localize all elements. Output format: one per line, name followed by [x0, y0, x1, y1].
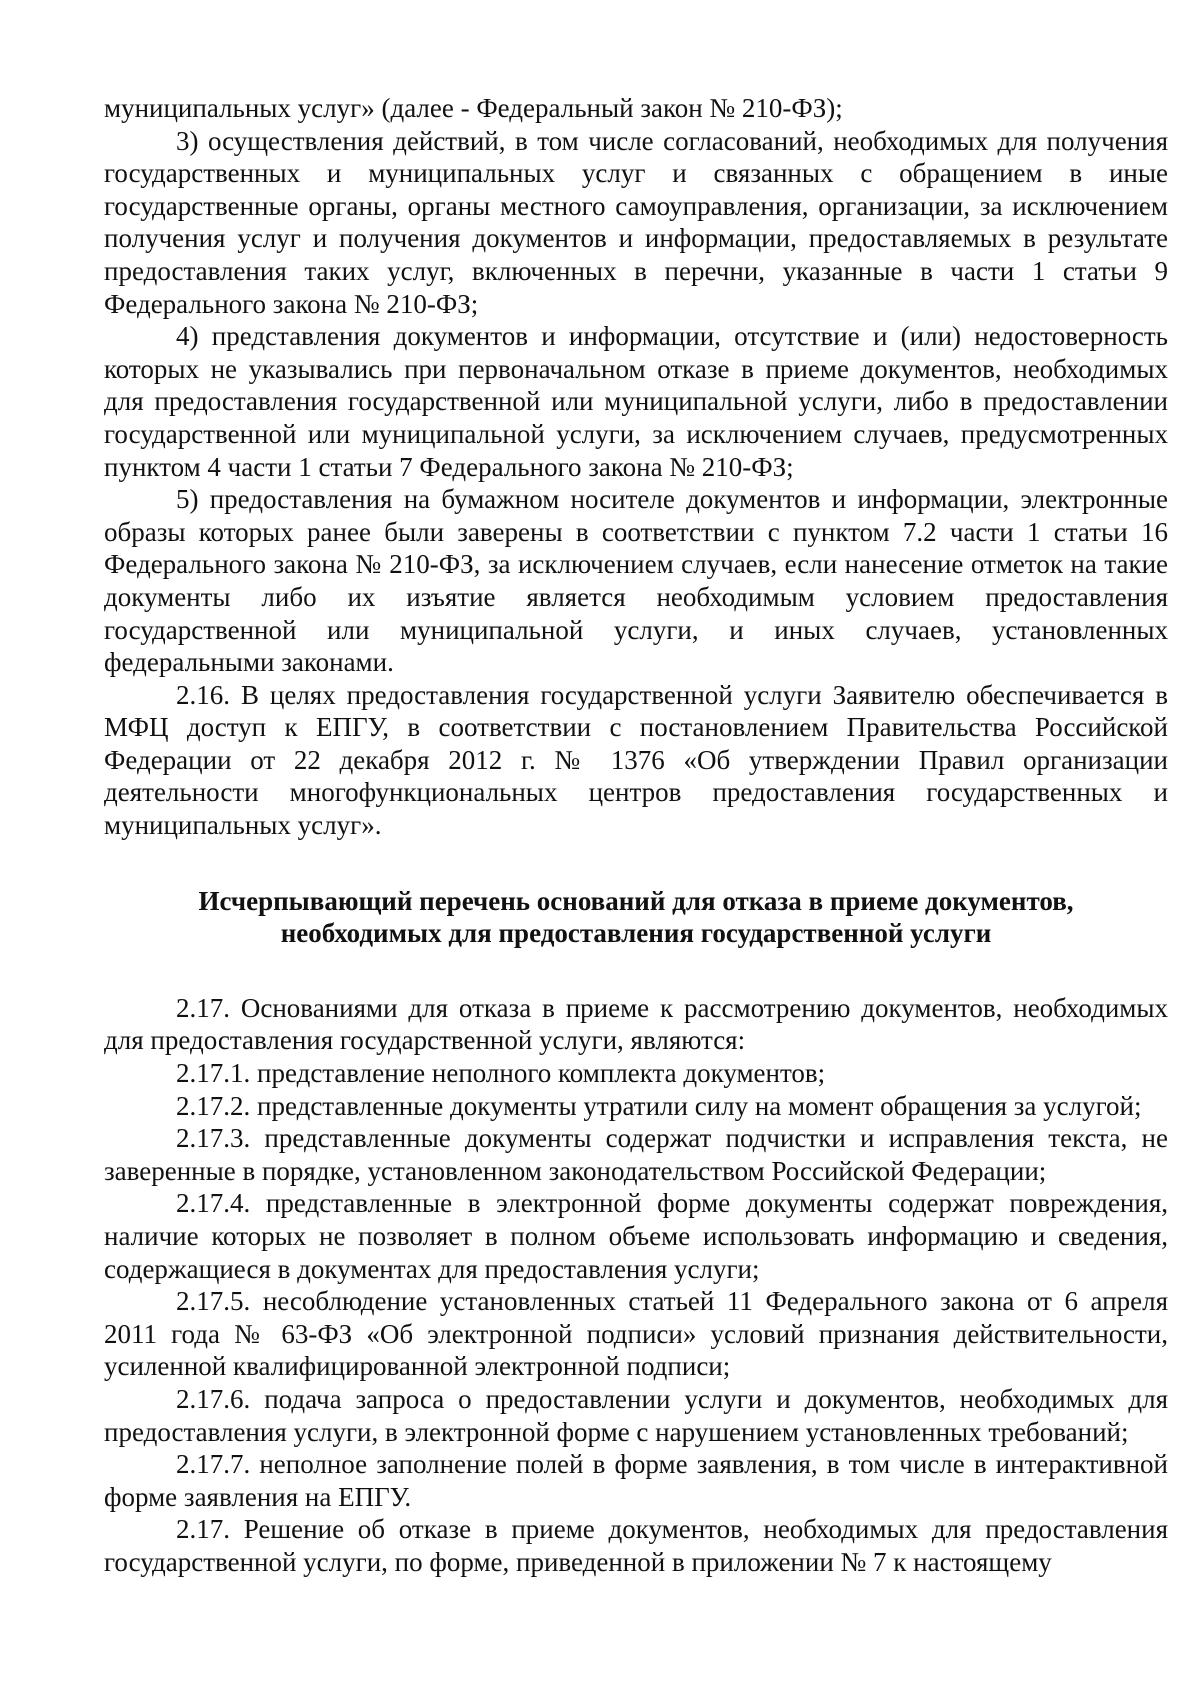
paragraph-2-17-1: 2.17.1. представление неполного комплекта документов;	[176, 1058, 826, 1089]
paragraph-2-17: 2.17. Основаниями для отказа в приеме к рассмотрению документов, необходимых для предоставления государственной услуги, являются:	[104, 992, 1168, 1056]
section-heading-line-2: необходимых для предоставления государственной услуги	[280, 918, 992, 949]
paragraph-2-17-5: 2.17.5. несоблюдение установленных статьей 11 Федерального закона от 6 апреля 2011 года № 63-ФЗ «Об электронной подписи» условий признания действительности, усиленной квалифицированной электронной подписи;	[104, 1286, 1168, 1382]
section-heading	[104, 885, 1168, 950]
paragraph-item-5: 5) предоставления на бумажном носителе документов и информации, электронные образы которых ранее были заверены в соответствии с пунктом 7.2 части 1 статьи 16 Федерального закона № 210-ФЗ, за исключением случаев, если нанесение отметок на такие документы либо их изъятие является необходимым условием предоставления государственной или муниципальной услуги, и иных случаев, установленных федеральными законами.	[104, 484, 1168, 678]
paragraph-item-3: 3) осуществления действий, в том числе согласований, необходимых для получения государственных и муниципальных услуг и связанных с обращением в иные государственные органы, органы местного самоуправления, организации, за исключением получения услуг и получения документов и информации, предоставляемых в результате предоставления таких услуг, включенных в перечни, указанные в части 1 статьи 9 Федерального закона № 210-ФЗ;	[104, 125, 1168, 319]
paragraph-2-17-2: 2.17.2. представленные документы утратили силу на момент обращения за услугой;	[176, 1090, 1142, 1121]
document-body	[104, 92, 1168, 1579]
paragraph-2-17-decision: 2.17. Решение об отказе в приеме документов, необходимых для предоставления государственной услуги, по форме, приведенной в приложении № 7 к настоящему	[104, 1514, 1168, 1577]
paragraph-2-17-4: 2.17.4. представленные в электронной форме документы содержат повреждения, наличие которых не позволяет в полном объеме использовать информацию и сведения, содержащиеся в документах для предоставления услуги;	[104, 1188, 1168, 1284]
paragraph-2-17-3: 2.17.3. представленные документы содержат подчистки и исправления текста, не заверенные в порядке, установленном законодательством Российской Федерации;	[104, 1123, 1168, 1186]
paragraph-2-17-7: 2.17.7. неполное заполнение полей в форме заявления, в том числе в интерактивной форме заявления на ЕПГУ.	[104, 1449, 1168, 1512]
section-heading-line-1: Исчерпывающий перечень оснований для отказа в приеме документов,	[198, 885, 1074, 916]
paragraph-2-16: 2.16. В целях предоставления государственной услуги Заявителю обеспечивается в МФЦ доступ к ЕПГУ, в соответствии с постановлением Правительства Российской Федерации от 22 декабря 2012 г. № 1376 «Об утверждении Правил организации деятельности многофункциональных центров предоставления государственных и муниципальных услуг».	[104, 679, 1168, 841]
paragraph-continuation: муниципальных услуг» (далее - Федеральный закон № 210-ФЗ);	[104, 93, 843, 123]
paragraph-2-17-6: 2.17.6. подача запроса о предоставлении услуги и документов, необходимых для предоставления услуги, в электронной форме с нарушением установленных требований;	[104, 1383, 1168, 1447]
paragraph-item-4: 4) представления документов и информации, отсутствие и (или) недостоверность которых не указывались при первоначальном отказе в приеме документов, необходимых для предоставления государственной или муниципальной услуги, либо в предоставлении государственной или муниципальной услуги, за исключением случаев, предусмотренных пунктом 4 части 1 статьи 7 Федерального закона № 210-ФЗ;	[104, 321, 1168, 482]
